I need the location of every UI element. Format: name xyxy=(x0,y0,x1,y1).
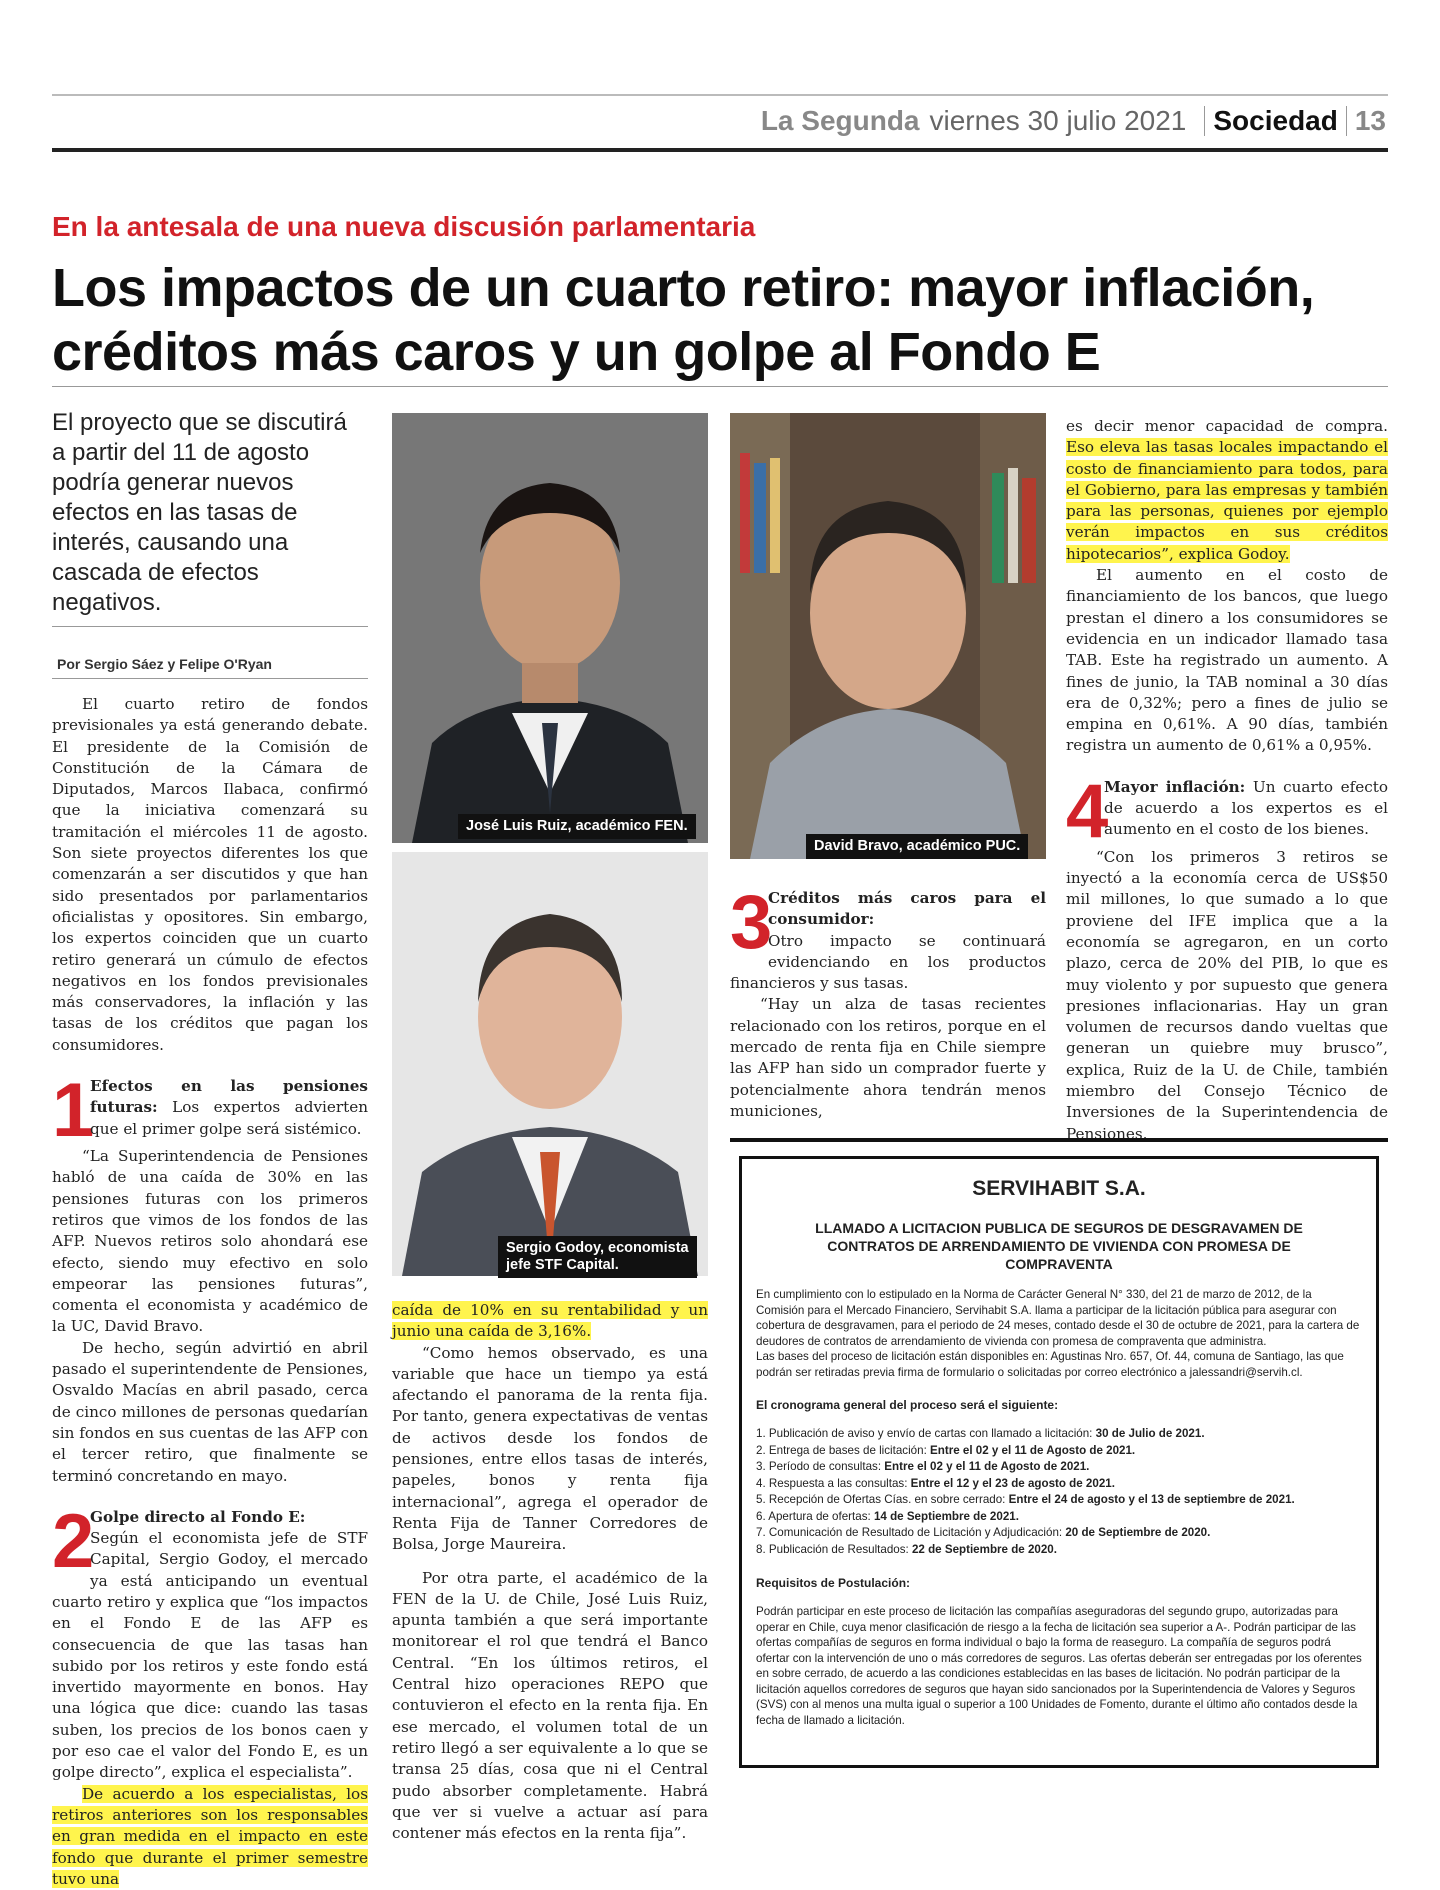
column-4 xyxy=(1066,416,1388,1145)
list-item: 8. Publicación de Resultados: 22 de Septiembre de 2020. xyxy=(756,1542,1057,1556)
section-2-title: Golpe directo al Fondo E: xyxy=(90,1507,306,1526)
section-2-lead: Según el economista jefe de STF Capital, Sergio Godoy, el mercado ya está anticipando un eventual cuarto retiro y explica que “los impactos en el Fondo E de las AFP es consecuencia de que las tasas han subido por los retiros y este fondo está invertido mayormente en bonos. Hay una lógica que dice: cuando las tasas suben, los precios de los bonos caen y por eso cae el valor del Fondo E, es un golpe directo”, explica el especialista”. xyxy=(52,1529,368,1782)
notice-bases: Las bases del proceso de licitación están disponibles en: Agustinas Nro. 657, Of. 44, comuna de Santiago, las que podrán ser retiradas previa firma de formulario o solicitadas por correo electrónico a jalessandri@servih.cl. xyxy=(756,1350,1344,1379)
section-1-title: Efectos en las pensiones futuras: xyxy=(90,1077,368,1117)
notice-requirements-title: Requisitos de Postulación: xyxy=(756,1576,911,1590)
photo-caption-line: Sergio Godoy, economista xyxy=(506,1240,689,1256)
list-item: 1. Publicación de aviso y envío de cartas con llamado a licitación: 30 de Julio de 2021. xyxy=(756,1427,1205,1440)
masthead-top-rule xyxy=(52,94,1388,96)
list-item: 5. Recepción de Ofertas Cías. en sobre cerrado: Entre el 24 de agosto y el 13 de septiembre de 2021. xyxy=(756,1493,1295,1506)
photo-caption: José Luis Ruiz, académico FEN. xyxy=(458,814,696,839)
photo-caption xyxy=(498,1236,697,1278)
photo-jose-luis-ruiz xyxy=(392,413,708,843)
section-2 xyxy=(52,1498,368,1784)
masthead-divider xyxy=(1204,106,1205,136)
column-2 xyxy=(392,1300,708,1844)
masthead-divider xyxy=(1346,106,1347,136)
highlighted-text: Eso eleva las tasas locales impactando el costo de financiamiento para todos, para el Gobierno, para las empresas y también para las personas, quienes por ejemplo verán impactos en sus créditos hipotecarios”, explica Godoy. xyxy=(1066,438,1388,563)
article-kicker: En la antesala de una nueva discusión parlamentaria xyxy=(52,211,756,242)
masthead-date: viernes 30 julio 2021 xyxy=(929,105,1187,136)
section-4-title: Mayor inflación: xyxy=(1104,777,1246,796)
section-4-lead: Un cuarto efecto de acuerdo a los expertos es el aumento en el costo de los bienes. xyxy=(1104,777,1389,839)
headline-rule xyxy=(52,386,1388,387)
article-dek: El proyecto que se discutirá a partir del 11 de agosto podría generar nuevos efectos en las tasas de interés, causando una cascada de efectos negativos. xyxy=(52,409,347,616)
paragraph: De hecho, según advirtió en abril pasado el superintendente de Pensiones, Osvaldo Macías en abril pasado, cerca de cinco millones de personas quedarían sin fondos en sus cuentas de las AFP con el tercer retiro, que finalmente se terminó concretando en mayo. xyxy=(52,1338,368,1485)
section-4 xyxy=(1066,768,1389,854)
legal-notice-box xyxy=(739,1156,1379,1768)
legal-notice xyxy=(730,1138,1388,1770)
column-3 xyxy=(730,880,1046,1122)
photo-sergio-godoy xyxy=(392,852,708,1276)
paragraph-start: es decir menor capacidad de compra. xyxy=(1066,417,1388,435)
notice-intro: En cumplimiento con lo estipulado en la Norma de Carácter General N° 330, del 21 de marzo de 2012, de la Comisión para el Mercado Financiero, Servihabit S.A. llama a participar de la licitación pública para asegurar con cobertura de desgravamen, para el periodo de 24 meses, contado desde el 30 de octubre de 2021, para la cartera de deudores de contratos de arrendamiento de vivienda con promesa de compraventa que administra. xyxy=(756,1288,1360,1348)
section-number-2: 2 xyxy=(52,1498,95,1584)
notice-subtitle: LLAMADO A LICITACION PUBLICA DE SEGUROS DE DESGRAVAMEN DE CONTRATOS DE ARRENDAMIENTO DE VIVIENDA CON PROMESA DE COMPRAVENTA xyxy=(815,1220,1303,1272)
masthead-bottom-rule xyxy=(52,148,1388,152)
photo-david-bravo xyxy=(730,413,1046,859)
paragraph: Por otra parte, el académico de la FEN de la U. de Chile, José Luis Ruiz, apunta también a que será importante monitorear el rol que tendrá el Banco Central. “En los últimos retiros, el Central hizo operaciones REPO que contuvieron el efecto en la renta fija. En ese mercado, el volumen total de un retiro llegó a ser equivalente a lo que se transa 25 días, cosa que ni el Central pudo absorber completamente. Habrá que ver si vuelve a actuar así para contener más efectos en la renta fija”. xyxy=(392,1568,708,1843)
masthead-section: Sociedad xyxy=(1213,105,1338,136)
section-3 xyxy=(730,880,1046,994)
notice-schedule-title: El cronograma general del proceso será el siguiente: xyxy=(756,1398,1059,1412)
list-item: 7. Comunicación de Resultado de Licitación y Adjudicación: 20 de Septiembre de 2020. xyxy=(756,1526,1211,1539)
highlighted-text: caída de 10% en su rentabilidad y un junio una caída de 3,16%. xyxy=(392,1301,708,1341)
section-1 xyxy=(52,1068,368,1154)
section-number-4: 4 xyxy=(1066,768,1109,854)
photo-caption-line: jefe STF Capital. xyxy=(506,1257,619,1273)
paragraph: “Con los primeros 3 retiros se inyectó a la economía cerca de US$50 mil millones, lo que sumado a lo que proviene del IFE implica que a la economía se agregaron, en un corto plazo, cerca de 20% del PIB, lo que es muy violento y por supuesto que genera presiones inflacionarias. Hay un gran volumen de recursos dando vueltas que generan un quiebre muy brusco”, explica, Ruiz de la U. de Chile, también miembro del Consejo Técnico de Inversiones de la Superintendencia de Pensiones. xyxy=(1066,847,1388,1143)
section-1-lead: Los expertos advierten que el primer golpe será sistémico. xyxy=(90,1098,368,1138)
intro-paragraph: El cuarto retiro de fondos previsionales ya está generando debate. El presidente de la Comisión de Constitución de la Cámara de Diputados, Marcos Ilabaca, confirmó que la iniciativa comenzará su tramitación el miércoles 11 de agosto. Son siete proyectos diferentes los que comenzarán a ser discutidos y que han sido presentados por parlamentarios oficialistas y opositores. Sin embargo, los expertos coinciden que un cuarto retiro generará un cúmulo de efectos negativos en los fondos previsionales más conservadores, la inflación y las tasas de los créditos que pagan los consumidores. xyxy=(52,695,368,1054)
byline-rule xyxy=(52,678,368,679)
page-number: 13 xyxy=(1354,105,1386,136)
list-item: 6. Apertura de ofertas: 14 de Septiembre de 2021. xyxy=(756,1509,1019,1523)
highlighted-text: De acuerdo a los especialistas, los retiros anteriores son los responsables en gran medida en el impacto en este fondo que durante el primer semestre tuvo una xyxy=(52,1784,368,1888)
section-3-lead: Otro impacto se continuará evidenciando en los productos financieros y sus tasas. xyxy=(730,931,1046,993)
paragraph: “Como hemos observado, es una variable que hace un tiempo ya está afectando el panorama de la renta fija. Por tanto, genera expectativas de ventas de activos desde los fondos de pensiones, entre ellos tasas de interés, papeles, bonos y renta fija internacional”, agrega el operador de Renta Fija de Tanner Corredores de Bolsa, Jorge Maureira. xyxy=(392,1343,708,1554)
list-item: 2. Entrega de bases de licitación: Entre el 02 y el 11 de Agosto de 2021. xyxy=(756,1443,1136,1457)
list-item: 3. Período de consultas: Entre el 02 y el 11 de Agosto de 2021. xyxy=(756,1460,1090,1473)
article-byline: Por Sergio Sáez y Felipe O'Ryan xyxy=(57,656,272,672)
dek-rule xyxy=(52,626,368,627)
notice-schedule xyxy=(756,1426,1362,1558)
notice-company: SERVIHABIT S.A. xyxy=(972,1177,1146,1200)
section-3-title: Créditos más caros para el consumidor: xyxy=(768,889,1046,929)
article-headline: Los impactos de un cuarto retiro: mayor inflación, créditos más caros y un golpe al Fondo E xyxy=(52,258,1315,382)
paragraph: El aumento en el costo de financiamiento de los bancos, que luego prestan el dinero a los consumidores se evidencia en un indicador llamado tasa TAB. Este ha registrado un aumento. A fines de junio, la TAB nominal a 30 días era de 0,32%; pero a fines de julio se empina en 0,61%. A 90 días, también registra un aumento de 0,61% a 0,95%. xyxy=(1066,566,1388,755)
photo-caption: David Bravo, académico PUC. xyxy=(806,834,1028,859)
column-1 xyxy=(52,694,368,1890)
section-number-1: 1 xyxy=(52,1068,95,1154)
masthead-brand: La Segunda xyxy=(760,105,920,136)
paragraph: “Hay un alza de tasas recientes relacionado con los retiros, porque en el mercado de renta fija en Chile siempre las AFP han sido un comprador fuerte y potencialmente ahora tendrán menos municiones, xyxy=(730,995,1046,1120)
notice-requirements: Podrán participar en este proceso de licitación las compañías aseguradoras del segundo grupo, autorizadas para operar en Chile, cuya menor clasificación de riesgo a la fecha de licitación sea superior a A-. Podrán participar de las ofertas compañías de seguros en forma individual o bajo la forma de reaseguro. La compañía de seguros podrá ofertar con la intervención de uno o más corredores de seguros. Las ofertas deberán ser entregadas por los oferentes en sobre cerrado, de acuerdo a las condiciones establecidas en las bases de licitación. No podrán participar de la licitación aquellos corredores de seguros que hayan sido sancionados por la Superintendencia de Valores y Seguros (SVS) con al menos una multa igual o superior a 100 Unidades de Fomento, durante el último año contados desde la fecha de llamado a licitación. xyxy=(756,1605,1362,1727)
list-item: 4. Respuesta a las consultas: Entre el 12 y el 23 de agosto de 2021. xyxy=(756,1476,1115,1490)
section-number-3: 3 xyxy=(730,880,773,965)
paragraph: “La Superintendencia de Pensiones habló de una caída de 30% en las pensiones futuras con los primeros retiros que vimos de los fondos de las AFP. Nuevos retiros solo ahondará ese efecto, siendo muy efectivo en solo empeorar las pensiones futuras”, comenta el economista y académico de la UC, David Bravo. xyxy=(52,1147,368,1336)
masthead xyxy=(761,101,1386,141)
